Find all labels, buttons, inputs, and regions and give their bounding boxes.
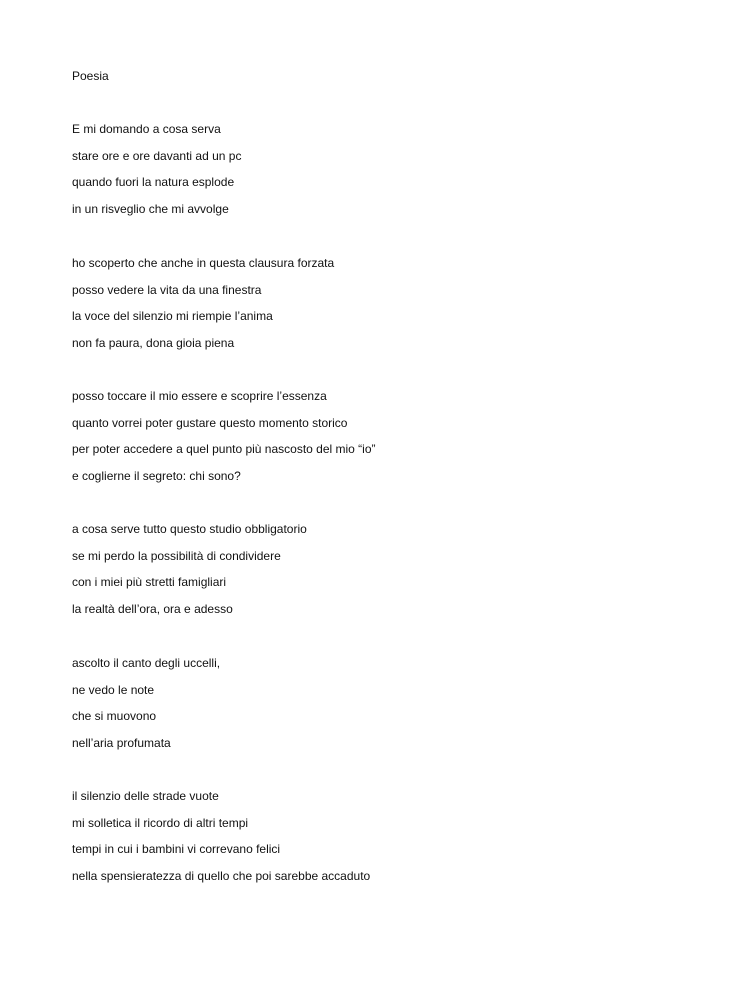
poem-line: posso vedere la vita da una finestra	[72, 282, 262, 297]
poem-line: ascolto il canto degli uccelli,	[72, 656, 221, 670]
poem-line: a cosa serve tutto questo studio obbligatorio	[72, 522, 307, 536]
poem-line: nell’aria profumata	[72, 736, 171, 751]
poem-line: quanto vorrei poter gustare questo momento storico	[72, 415, 348, 430]
stanza-3	[72, 389, 376, 496]
stanza-1	[72, 122, 241, 229]
poem-title: Poesia	[72, 69, 109, 83]
poem-line: la voce del silenzio mi riempie l’anima	[72, 309, 273, 324]
stanza-4	[72, 522, 307, 629]
poem-line: nella spensieratezza di quello che poi sarebbe accaduto	[72, 869, 371, 884]
stanza-5	[72, 656, 220, 763]
poem-line: stare ore e ore davanti ad un pc	[72, 148, 242, 163]
poem-line: se mi perdo la possibilità di condividere	[72, 548, 281, 563]
poem-line: per poter accedere a quel punto più nascosto del mio “io”	[72, 442, 376, 457]
poem-line: e coglierne il segreto: chi sono?	[72, 469, 241, 484]
poem-line: la realtà dell’ora, ora e adesso	[72, 602, 233, 617]
poem-line: il silenzio delle strade vuote	[72, 789, 219, 803]
poem-line: in un risveglio che mi avvolge	[72, 202, 229, 217]
poem-line: ne vedo le note	[72, 682, 155, 697]
poem-line: con i miei più stretti famigliari	[72, 575, 227, 590]
poem-line: quando fuori la natura esplode	[72, 175, 235, 190]
poem-line: che si muovono	[72, 709, 157, 724]
poem-line: mi solletica il ricordo di altri tempi	[72, 815, 249, 830]
stanza-6	[72, 789, 370, 896]
poem-line: tempi in cui i bambini vi correvano felici	[72, 842, 281, 857]
poem-line: posso toccare il mio essere e scoprire l’essenza	[72, 389, 327, 403]
poem-line: ho scoperto che anche in questa clausura forzata	[72, 256, 335, 270]
poem-line: E mi domando a cosa serva	[72, 122, 221, 136]
stanza-2	[72, 256, 334, 363]
poem-line: non fa paura, dona gioia piena	[72, 336, 235, 351]
